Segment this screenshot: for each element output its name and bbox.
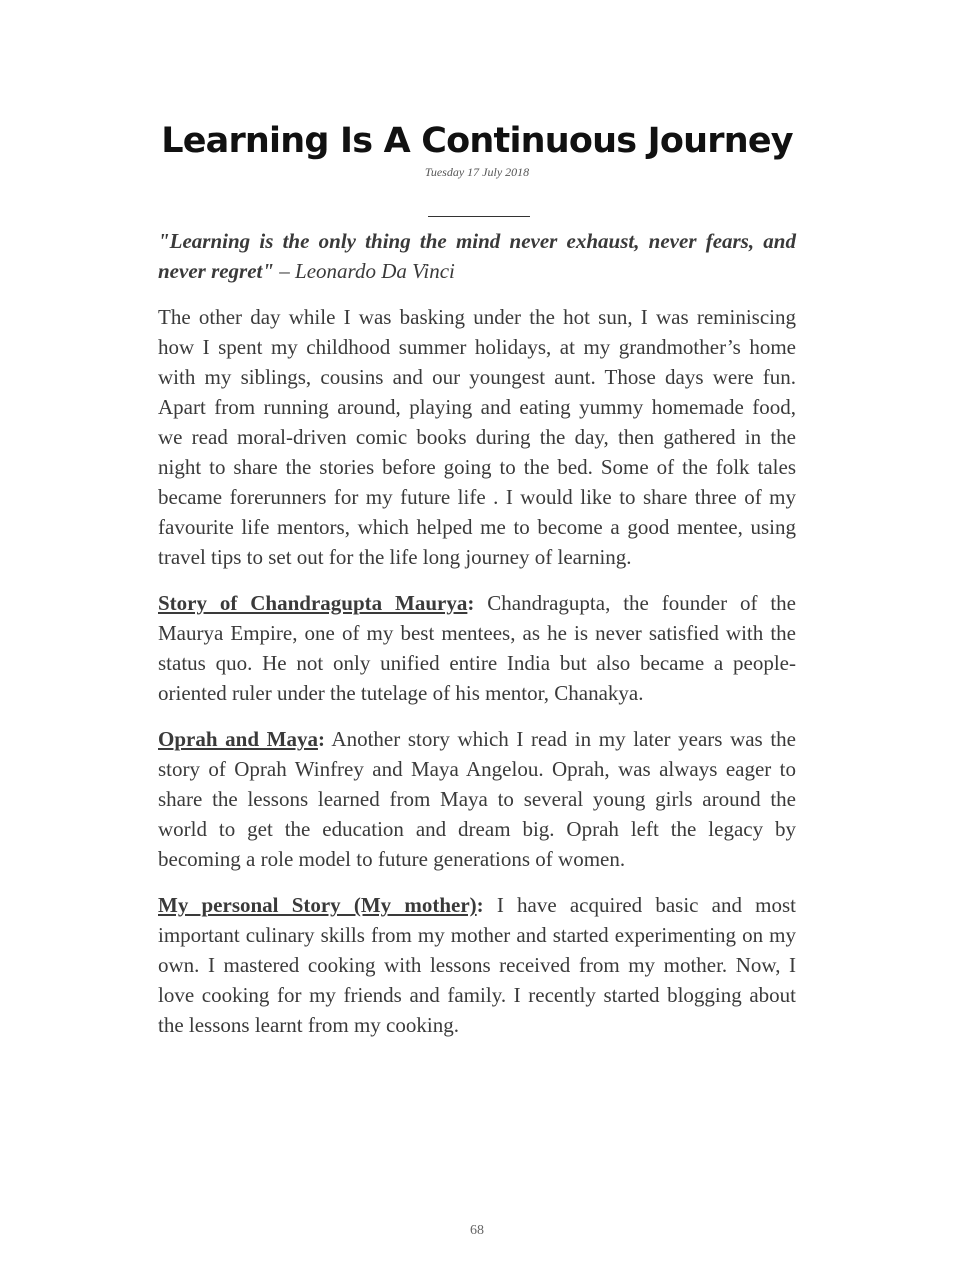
section-body: Another story which I read in my later years was the story of Oprah Winfrey and Maya Angelou. Oprah, was always eager to share the lessons learned from Maya to several young girls around the world to get the education and dream big. Oprah left the legacy by becoming a role model to future generations of women. xyxy=(158,727,796,871)
section-heading-colon: : xyxy=(317,727,325,751)
section-heading-colon: : xyxy=(467,591,475,615)
page-number: 68 xyxy=(470,1223,484,1238)
section-heading: My personal Story (My mother) xyxy=(158,893,477,917)
article-body xyxy=(158,226,796,1056)
epigraph-quote xyxy=(158,226,796,286)
section-chandragupta xyxy=(158,588,796,708)
article-title: Learning Is A Continuous Journey xyxy=(161,121,793,161)
intro-paragraph: The other day while I was basking under the hot sun, I was reminiscing how I spent my childhood summer holidays, at my grandmother’s home with my siblings, cousins and our youngest aunt. Those days were fun. Apart from running around, playing and eating yummy homemade food, we read moral-driven comic books during the day, then gathered in the night to share the stories before going to the bed. Some of the folk tales became forerunners for my future life . I would like to share three of my favourite life mentors, which helped me to become a good mentee, using travel tips to set out for the life long journey of learning. xyxy=(158,305,796,569)
section-heading: Story of Chandragupta Maurya xyxy=(158,591,468,615)
quote-text: "Learning is the only thing the mind never exhaust, never fears, and never regret" xyxy=(158,229,796,283)
article-date: Tuesday 17 July 2018 xyxy=(424,165,530,179)
section-personal-story xyxy=(158,890,796,1040)
title-divider xyxy=(428,216,530,217)
quote-attribution: – Leonardo Da Vinci xyxy=(274,259,455,283)
section-heading-colon: : xyxy=(476,893,484,917)
section-body: I have acquired basic and most important culinary skills from my mother and started experimenting on my own. I mastered cooking with lessons received from my mother. Now, I love cooking for my friends and family. I recently started blogging about the lessons learnt from my cooking. xyxy=(158,893,796,1037)
section-heading: Oprah and Maya xyxy=(158,727,318,751)
section-body: Chandragupta, the founder of the Maurya Empire, one of my best mentees, as he is never satisfied with the status quo. He not only unified entire India but also became a people-oriented ruler under the tutelage of his mentor, Chanakya. xyxy=(158,591,796,705)
section-oprah-maya xyxy=(158,724,796,874)
